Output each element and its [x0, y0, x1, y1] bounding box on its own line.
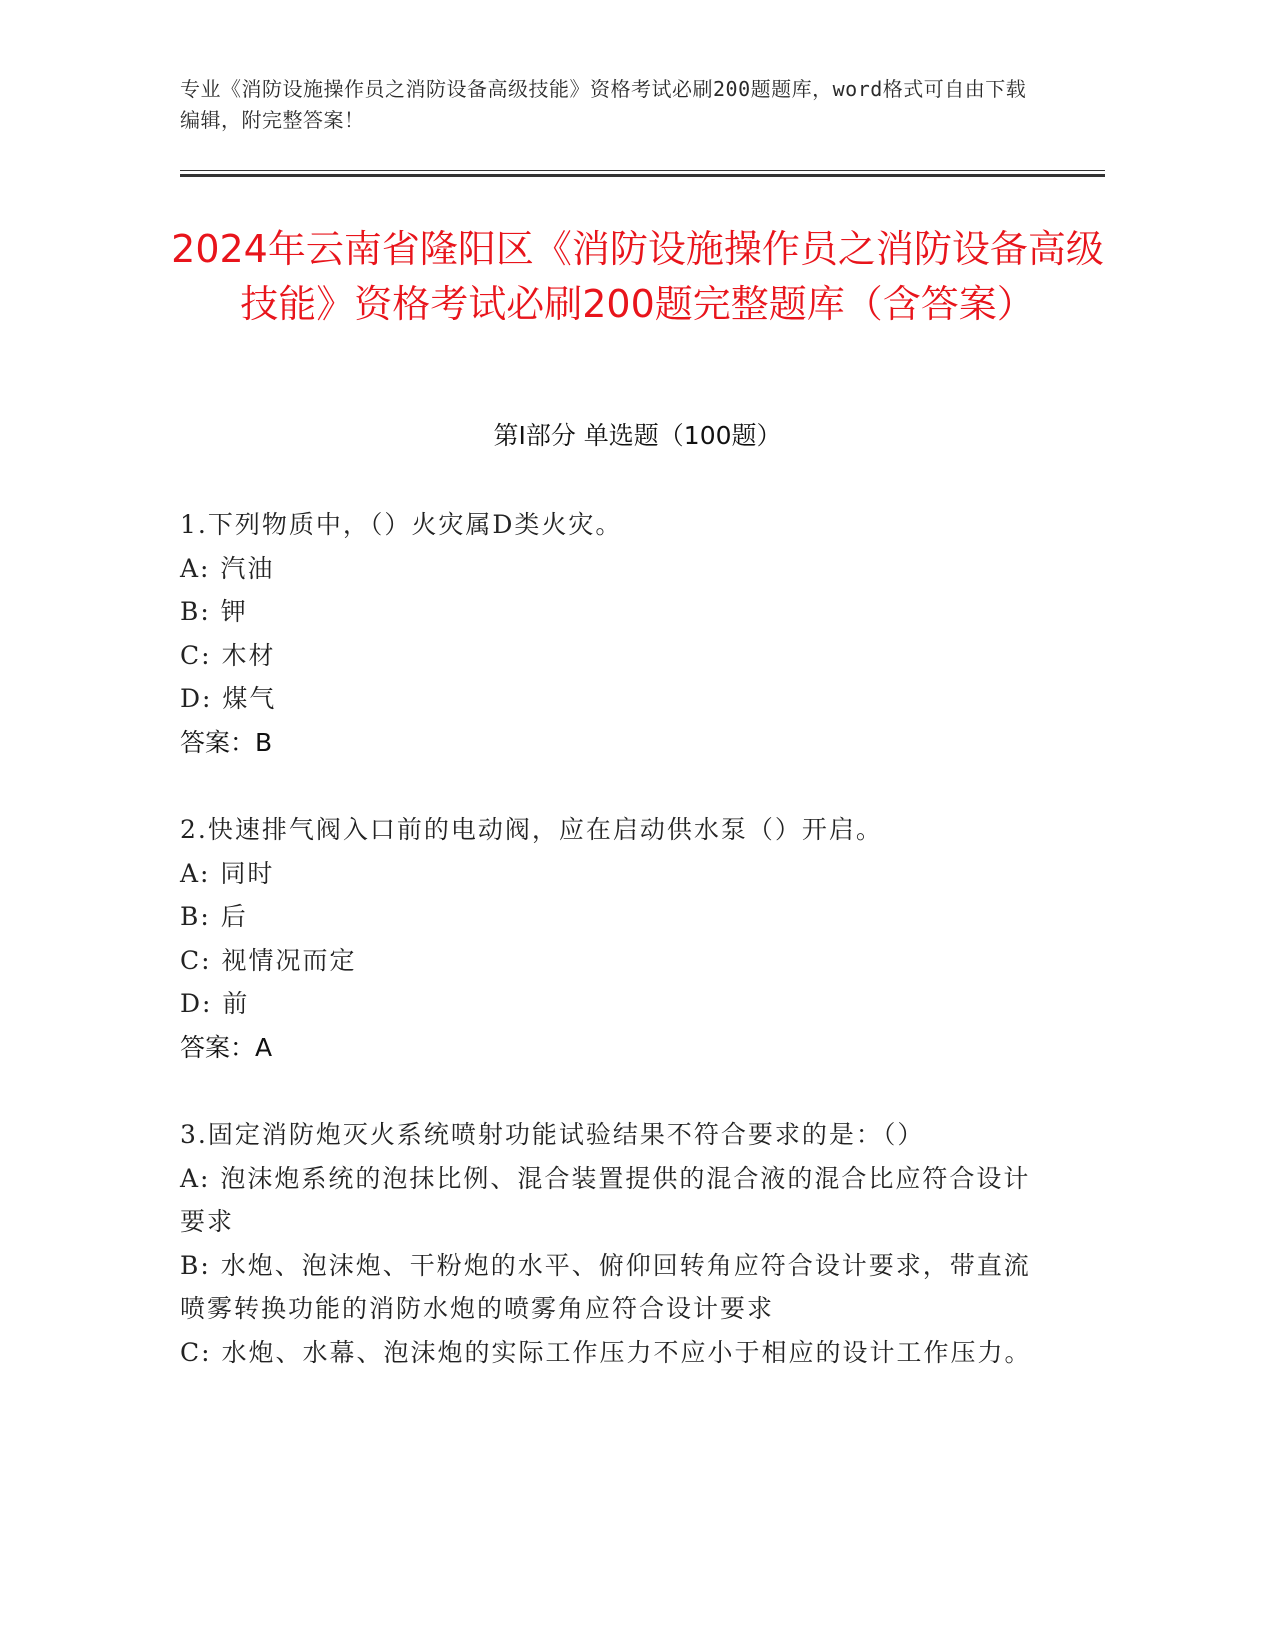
header-rule-thin	[180, 170, 1105, 171]
option-a: A: 同时	[180, 858, 275, 888]
option-b: B: 钾	[180, 597, 248, 626]
question-1	[180, 503, 1040, 764]
option-b: B: 水炮、泡沫炮、干粉炮的水平、俯仰回转角应符合设计要求，带直流喷雾转换功能的消防水炮的喷雾角应符合设计要求	[180, 1250, 1031, 1323]
option-d: D: 前	[180, 989, 250, 1018]
option-c: C: 木材	[180, 640, 276, 670]
option-a: A: 汽油	[180, 553, 275, 583]
question-stem: 1.下列物质中，（）火灾属D类火灾。	[180, 510, 623, 539]
option-c: C: 水炮、水幕、泡沫炮的实际工作压力不应小于相应的设计工作压力。	[180, 1337, 1032, 1367]
document-title: 2024年云南省隆阳区《消防设施操作员之消防设备高级技能》资格考试必刷200题完整题库（含答案）	[171, 227, 1104, 326]
answer-label: 答案：B	[180, 727, 273, 757]
question-stem: 3.固定消防炮灭火系统喷射功能试验结果不符合要求的是：（）	[180, 1120, 925, 1149]
option-a: A: 泡沫炮系统的泡抹比例、混合装置提供的混合液的混合比应符合设计要求	[180, 1163, 1031, 1236]
question-3	[180, 1113, 1040, 1374]
option-c: C: 视情况而定	[180, 945, 357, 975]
question-2	[180, 808, 1040, 1069]
option-b: B: 后	[180, 902, 248, 931]
option-d: D: 煤气	[180, 684, 277, 713]
question-stem: 2.快速排气阀入口前的电动阀，应在启动供水泵（）开启。	[180, 815, 883, 844]
header-note: 专业《消防设施操作员之消防设备高级技能》资格考试必刷200题题库，word格式可自由下载编辑，附完整答案！	[180, 77, 1027, 132]
section-title: 第I部分 单选题（100题）	[493, 421, 782, 450]
answer-label: 答案：A	[180, 1032, 273, 1062]
header-rule-thick	[180, 174, 1105, 177]
